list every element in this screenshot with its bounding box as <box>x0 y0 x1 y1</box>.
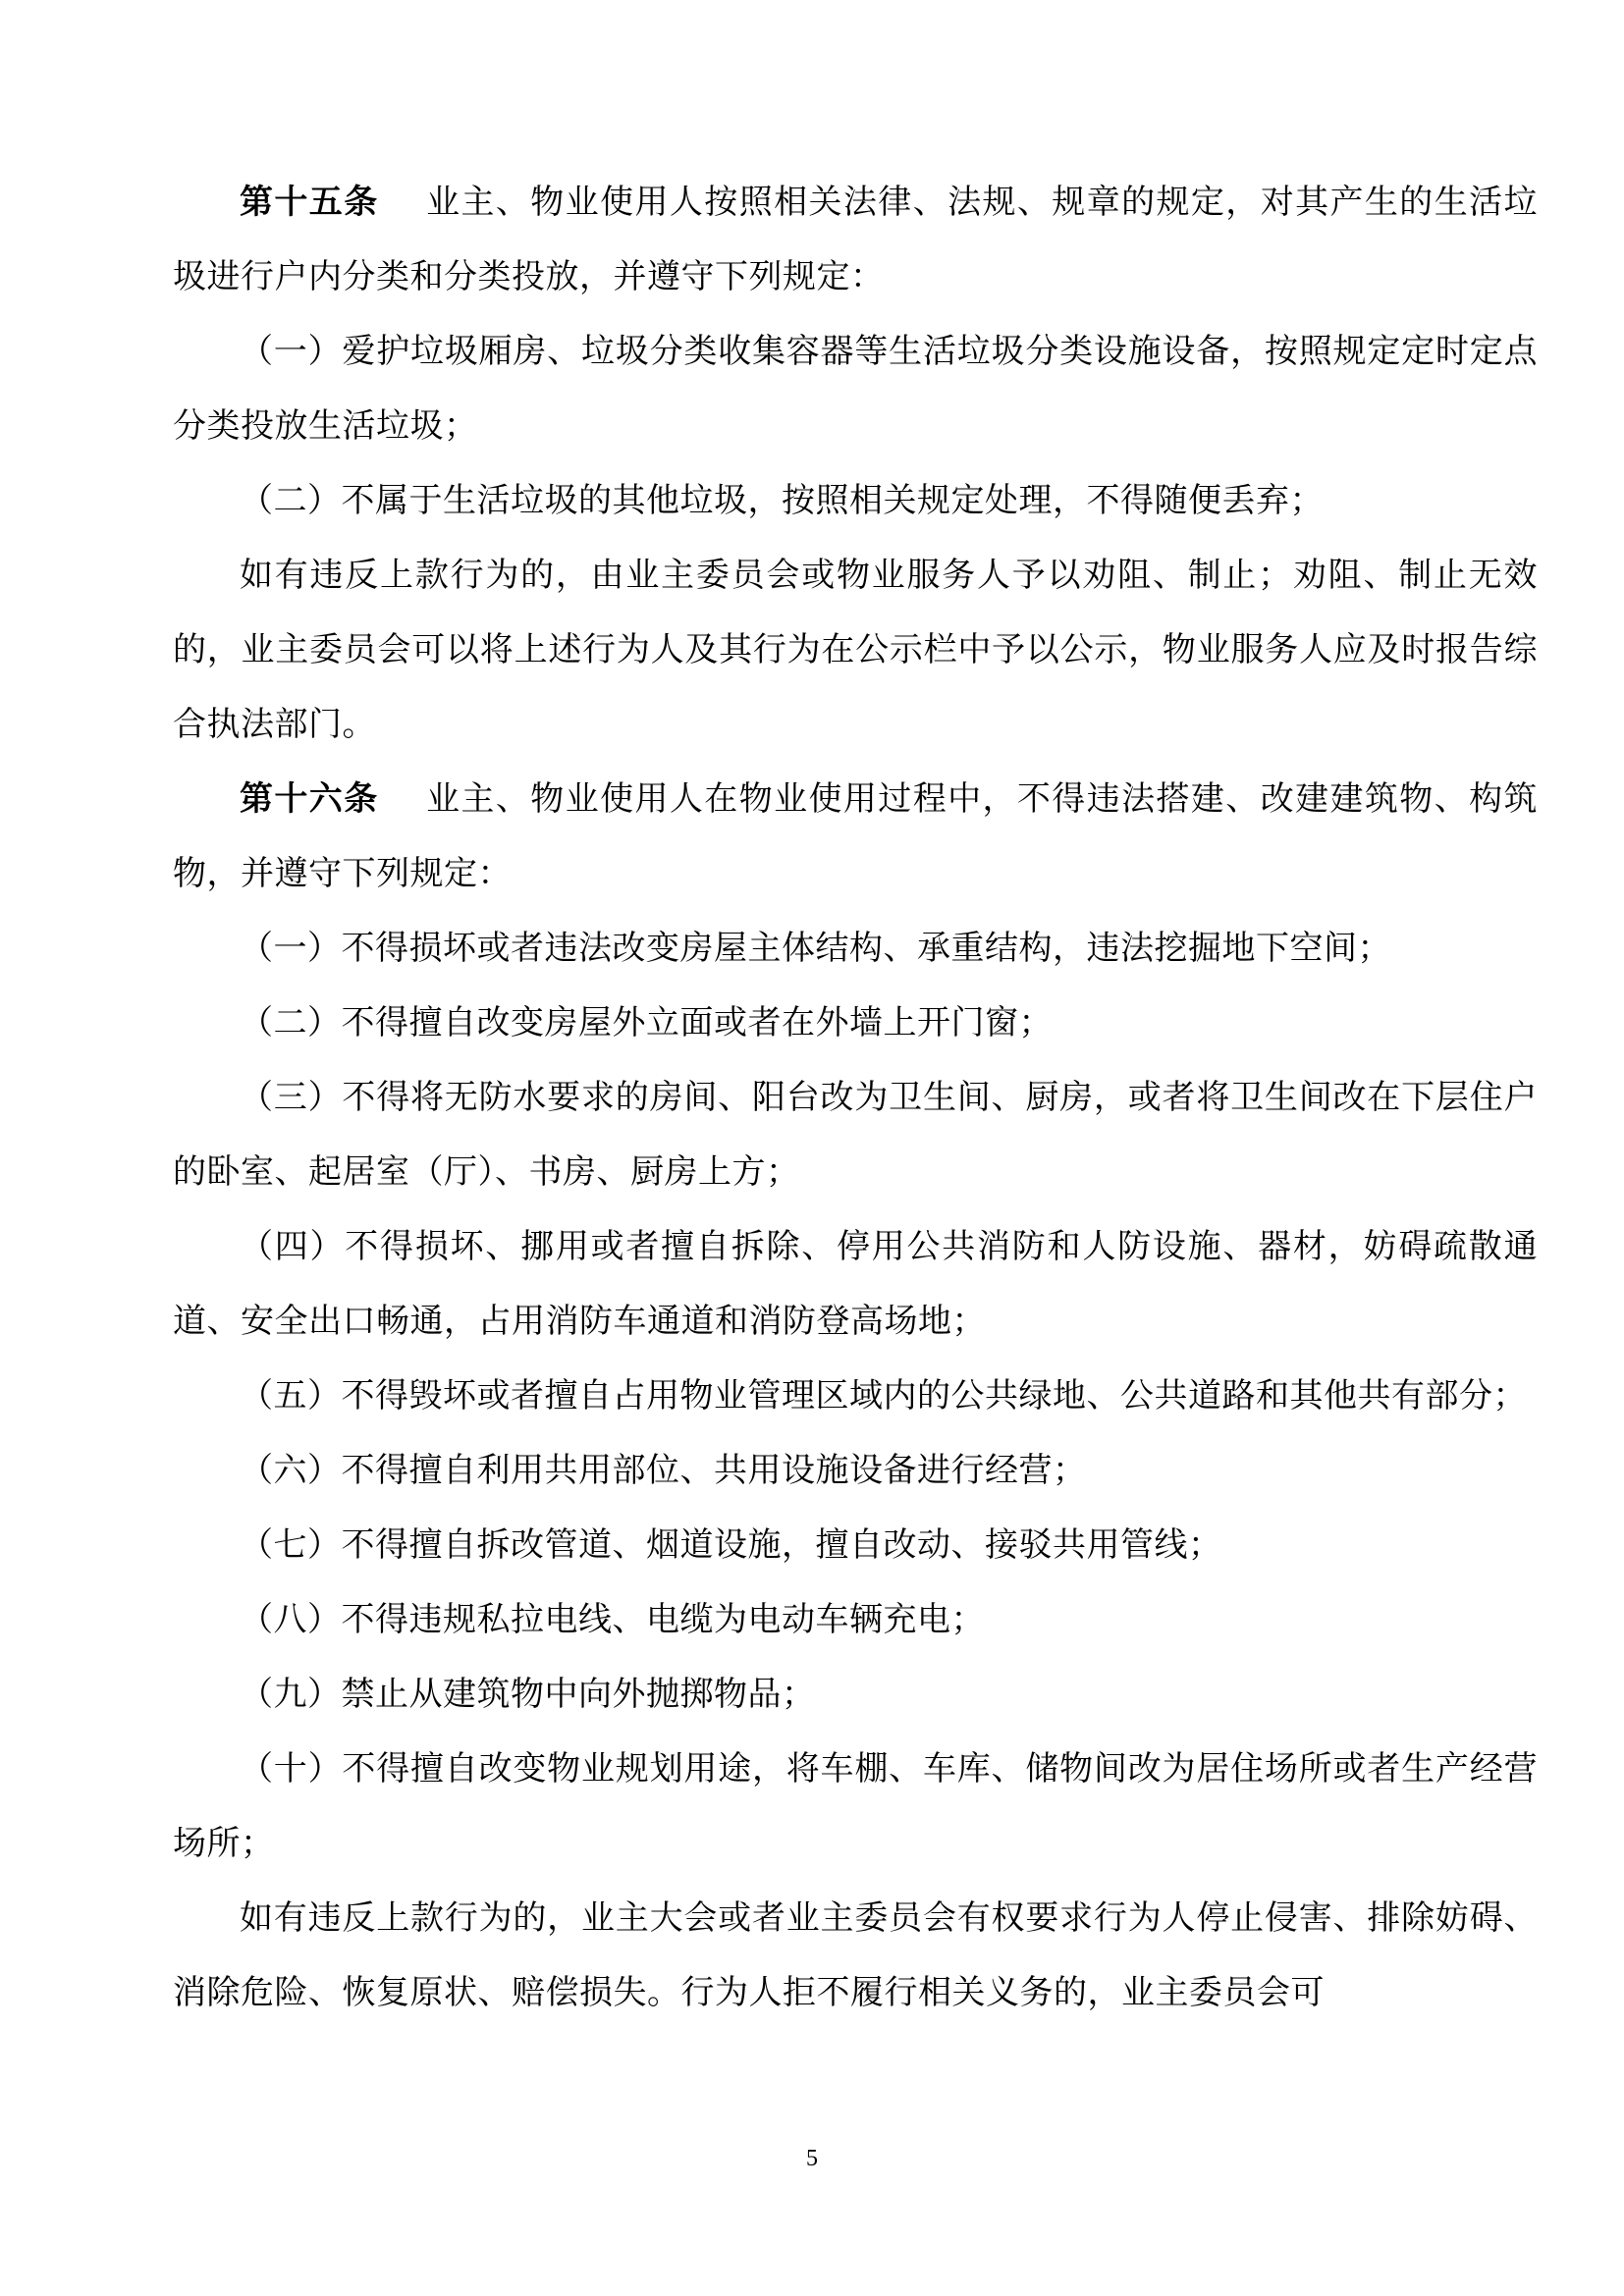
article-16-number: 第十六条 <box>240 779 379 819</box>
article-16-intro <box>173 762 1538 911</box>
article-16-closing: 如有违反上款行为的，业主大会或者业主委员会有权要求行为人停止侵害、排除妨碍、消除危险、恢复原状、赔偿损失。行为人拒不履行相关义务的，业主委员会可 <box>173 1898 1538 2012</box>
article-15-closing: 如有违反上款行为的，由业主委员会或物业服务人予以劝阻、制止；劝阻、制止无效的，业主委员会可以将上述行为人及其行为在公示栏中予以公示，物业服务人应及时报告综合执法部门。 <box>173 556 1538 744</box>
article-15-intro-text: 业主、物业使用人按照相关法律、法规、规章的规定，对其产生的生活垃圾进行户内分类和分类投放，并遵守下列规定： <box>173 183 1539 296</box>
article-15-item-1: （一）爱护垃圾厢房、垃圾分类收集容器等生活垃圾分类设施设备，按照规定定时定点分类投放生活垃圾； <box>173 332 1538 446</box>
article-16-item-2: （二）不得擅自改变房屋外立面或者在外墙上开门窗； <box>240 1003 1053 1042</box>
article-16-intro-text: 业主、物业使用人在物业使用过程中，不得违法搭建、改建建筑物、构筑物，并遵守下列规定： <box>173 779 1539 893</box>
article-16-item-1: （一）不得损坏或者违法改变房屋主体结构、承重结构，违法挖掘地下空间； <box>240 929 1391 968</box>
article-16-item-7: （七）不得擅自拆改管道、烟道设施，擅自改动、接驳共用管线； <box>240 1525 1222 1565</box>
document-body <box>173 165 1538 2030</box>
article-16-item-4: （四）不得损坏、挪用或者擅自拆除、停用公共消防和人防设施、器材，妨碍疏散通道、安全出口畅通，占用消防车通道和消防登高场地； <box>173 1227 1538 1341</box>
article-16-item-8: （八）不得违规私拉电线、电缆为电动车辆充电； <box>240 1600 985 1639</box>
article-15-item-2: （二）不属于生活垃圾的其他垃圾，按照相关规定处理，不得随便丢弃； <box>240 481 1324 520</box>
article-15-number: 第十五条 <box>240 183 379 222</box>
article-16-item-6: （六）不得擅自利用共用部位、共用设施设备进行经营； <box>240 1451 1087 1490</box>
article-15-intro <box>173 165 1538 314</box>
article-16-item-10: （十）不得擅自改变物业规划用途，将车棚、车库、储物间改为居住场所或者生产经营场所； <box>173 1749 1538 1863</box>
page-number: 5 <box>806 2146 818 2171</box>
article-16-item-3: （三）不得将无防水要求的房间、阳台改为卫生间、厨房，或者将卫生间改在下层住户的卧室、起居室（厅）、书房、厨房上方； <box>173 1078 1538 1192</box>
article-16-item-5: （五）不得毁坏或者擅自占用物业管理区域内的公共绿地、公共道路和其他共有部分； <box>240 1376 1527 1415</box>
article-16-item-9: （九）禁止从建筑物中向外抛掷物品； <box>240 1675 816 1714</box>
